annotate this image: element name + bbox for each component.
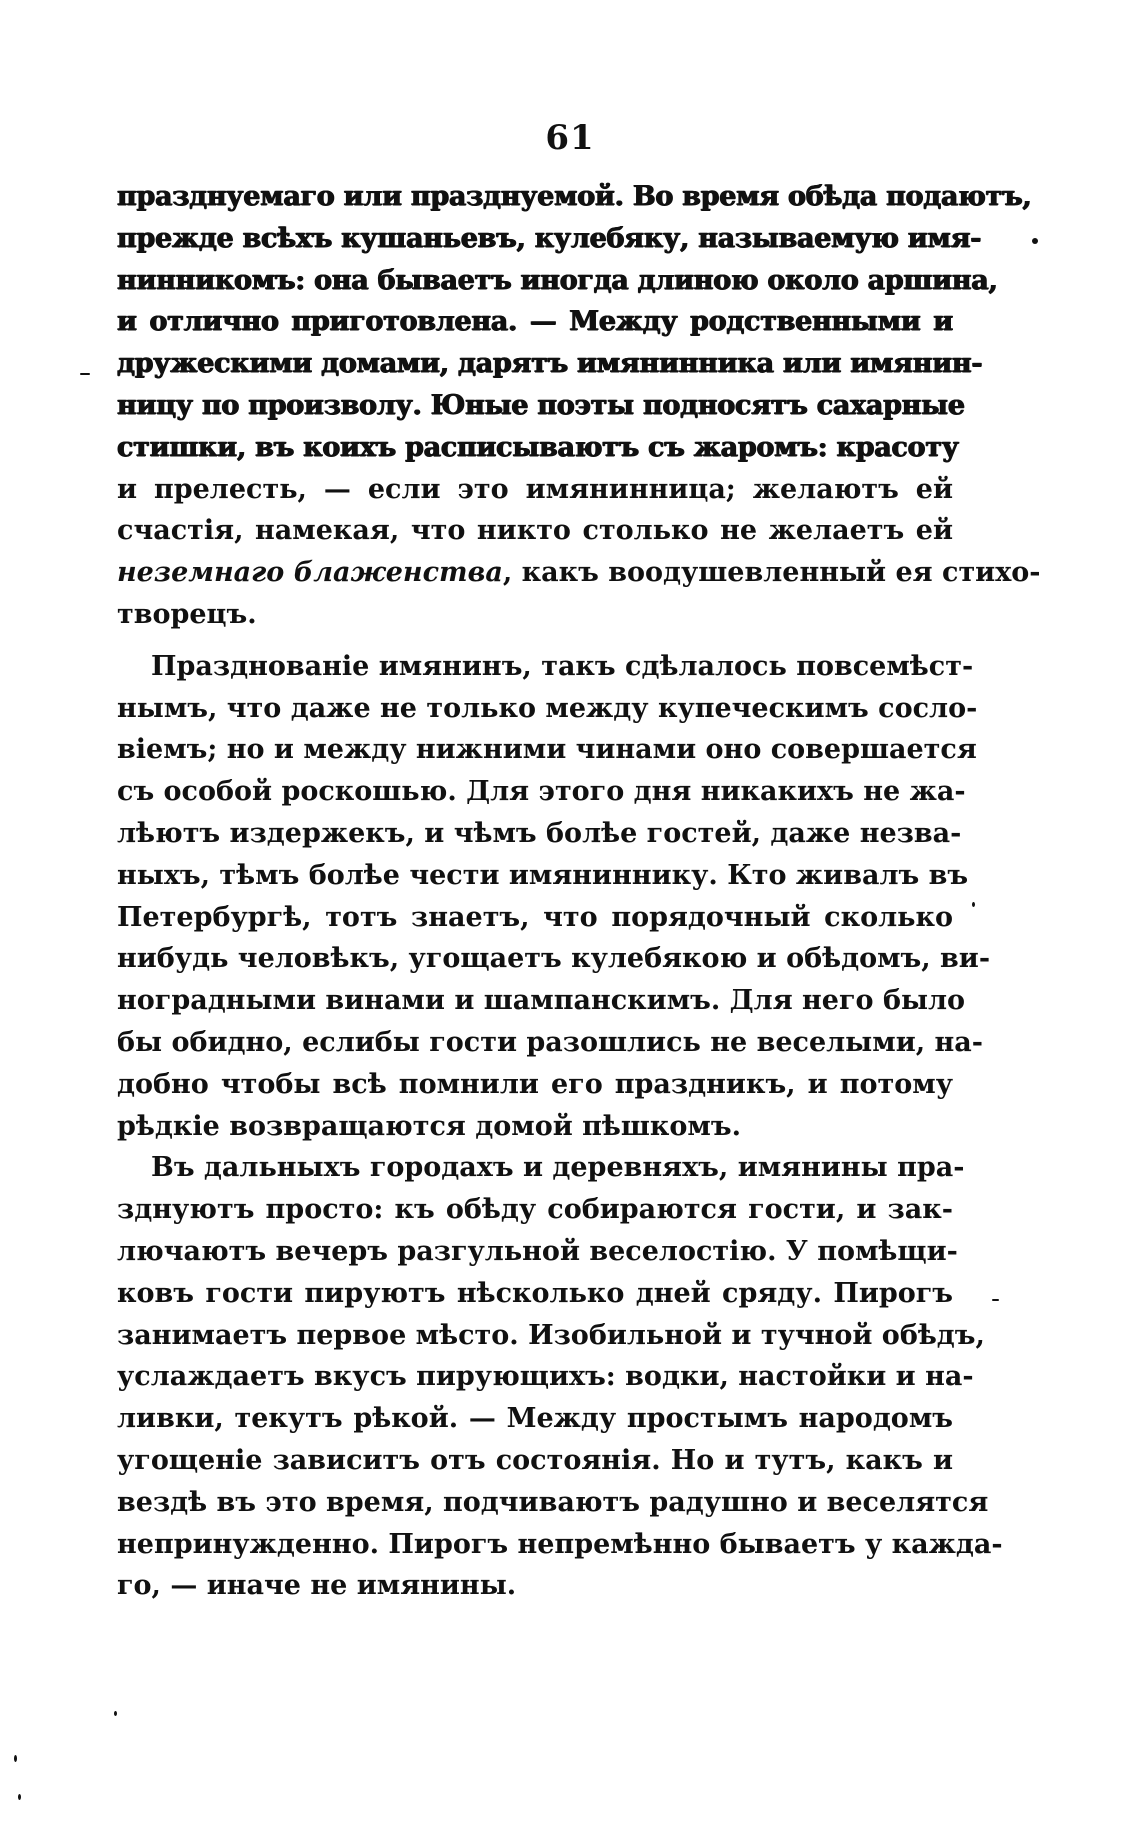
text-line-italic [117,552,1041,594]
text-line: съ особой роскошью. Для этого дня никакихъ не жа- [117,776,966,808]
paragraph-2 [117,646,991,1148]
text-line: непринужденно. Пирогъ непремѣнно бываетъ у кажда- [117,1528,1003,1560]
text-line: зднуютъ просто: къ обѣду собираются гости, и зак- [117,1194,953,1226]
text-line: Въ дальныхъ городахъ и деревняхъ, имянины пра- [151,1152,965,1184]
body-text [117,176,1041,1607]
text-line: дружескими домами, дарятъ имянинника или имянин- [117,348,983,380]
text-line: нинникомъ: она бываетъ иногда длиною около аршина, [117,264,998,296]
text-line: лючаютъ вечеръ разгульной веселостію. У помѣщи- [117,1235,958,1267]
text-line: празднуемаго или празднуемой. Во время обѣда подаютъ, [117,181,1032,212]
text-line: угощеніе зависитъ отъ состоянія. Но и тутъ, какъ и [117,1444,953,1476]
scan-speck [14,1755,17,1762]
text-line-last: го, — иначе не имянины. [117,1570,517,1602]
text-line: ливки, текутъ рѣкой. — Между простымъ народомъ [117,1403,953,1435]
text-line: ныхъ, тѣмъ болѣе чести имяниннику. Кто живалъ въ [117,859,969,891]
text-line: счастія, намекая, что никто столько не желаетъ ей [117,515,953,547]
text-line: добно чтобы всѣ помнили его праздникъ, и потому [117,1068,953,1100]
text-line: и прелесть, — если это имянинница; желаютъ ей [117,473,953,505]
text-line: лѣютъ издержекъ, и чѣмъ болѣе гостей, даже незва- [117,817,962,849]
scan-speck [18,1794,21,1800]
text-line-last: рѣдкіе возвращаются домой пѣшкомъ. [117,1110,741,1142]
text-line: Празднованіе имянинъ, такъ сдѣлалось повсемѣст- [151,650,974,682]
text-line: ковъ гости пируютъ нѣсколько дней сряду. Пирогъ [117,1277,953,1309]
text-line: занимаетъ первое мѣсто. Изобильной и тучной обѣдъ, [117,1319,985,1351]
text-line: бы обидно, еслибы гости разошлись не веселыми, на- [117,1026,983,1058]
scan-speck [992,1299,999,1301]
text-line: віемъ; но и между нижними чинами оно совершается [117,734,977,766]
text-line: прежде всѣхъ кушаньевъ, кулебяку, называемую имя- [117,222,982,254]
text-line: ноградными винами и шампанскимъ. Для него было [117,985,966,1017]
scan-speck [1032,238,1038,244]
text-line: стишки, въ коихъ расписываютъ съ жаромъ: красоту [117,431,959,463]
text-line: ницу по произволу. Юные поэты подносятъ сахарные [117,389,965,421]
scan-speck [80,373,90,375]
text-line: и отлично приготовлена. — Между родственными и [117,306,953,338]
text-line: Петербургѣ, тотъ знаетъ, что порядочный сколько [117,901,953,933]
scan-speck [972,902,975,907]
text-fragment: , какъ воодушевленный ея стихо- [502,557,1041,589]
text-line-last: творецъ. [117,598,257,630]
text-line: услаждаетъ вкусъ пирующихъ: водки, настойки и на- [117,1361,974,1393]
text-line: нибудь человѣкъ, угощаетъ кулебякою и обѣдомъ, ви- [117,943,991,975]
paragraph-1 [117,176,1041,636]
text-line: вездѣ въ это время, подчиваютъ радушно и веселятся [117,1486,989,1518]
paragraph-3 [117,1147,1003,1607]
scan-speck [114,1711,117,1716]
text-line: нымъ, что даже не только между купеческимъ сосло- [117,692,978,724]
italic-phrase: неземнаго блаженства [117,557,503,589]
page-number: 61 [545,118,595,158]
